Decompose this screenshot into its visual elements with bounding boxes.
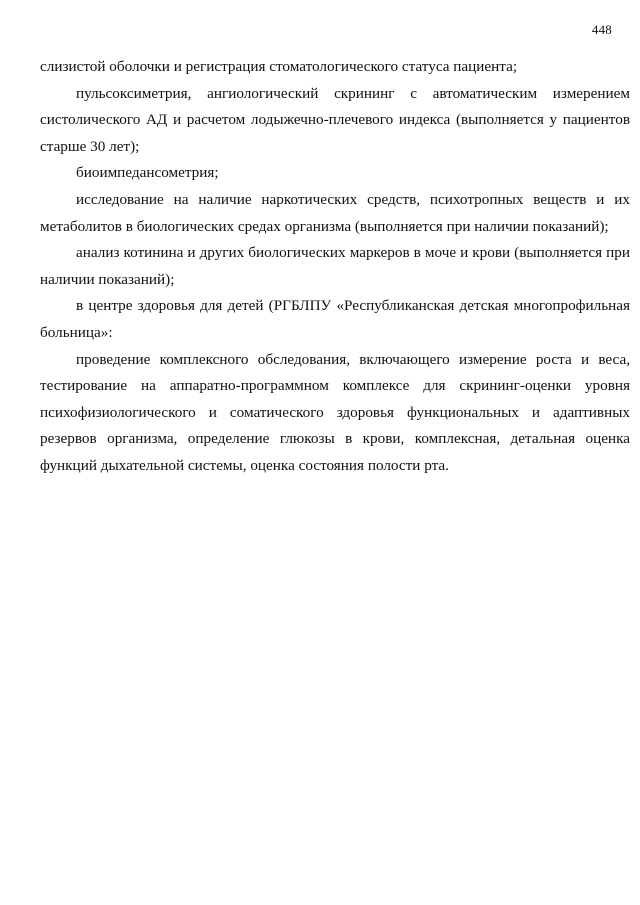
page-number: 448 (591, 22, 612, 37)
paragraph-bioimpedance: биоимпедансометрия; (76, 164, 219, 182)
paragraph-pulse-oximetry: пульсоксиметрия, ангиологический скрининг с автоматическим измерением систолического АД и расчетом лодыжечно-плечевого индекса (выполняется у пациентов старше 30 лет); (40, 84, 630, 155)
paragraph-children-health-center: в центре здоровья для детей (РГБЛПУ «Республиканская детская многопрофильная больница»: (40, 297, 630, 341)
paragraph-comprehensive-exam: проведение комплексного обследования, включающего измерение роста и веса, тестирование на аппаратно-программном комплексе для скрининг-оценки уровня психофизиологического и соматического здоровья функциональных и адаптивных резервов организма, определение глюкозы в крови, комплексная, детальная оценка функций дыхательной системы, оценка состояния полости рта. (40, 350, 630, 474)
document-body (40, 54, 630, 480)
paragraph-cotinine-analysis: анализ котинина и других биологических маркеров в моче и крови (выполняется при наличии показаний); (40, 244, 630, 288)
paragraph-continuation: слизистой оболочки и регистрация стоматологического статуса пациента; (40, 58, 518, 75)
paragraph-drug-screening: исследование на наличие наркотических средств, психотропных веществ и их метаболитов в биологических средах организма (выполняется при наличии показаний); (40, 190, 630, 235)
